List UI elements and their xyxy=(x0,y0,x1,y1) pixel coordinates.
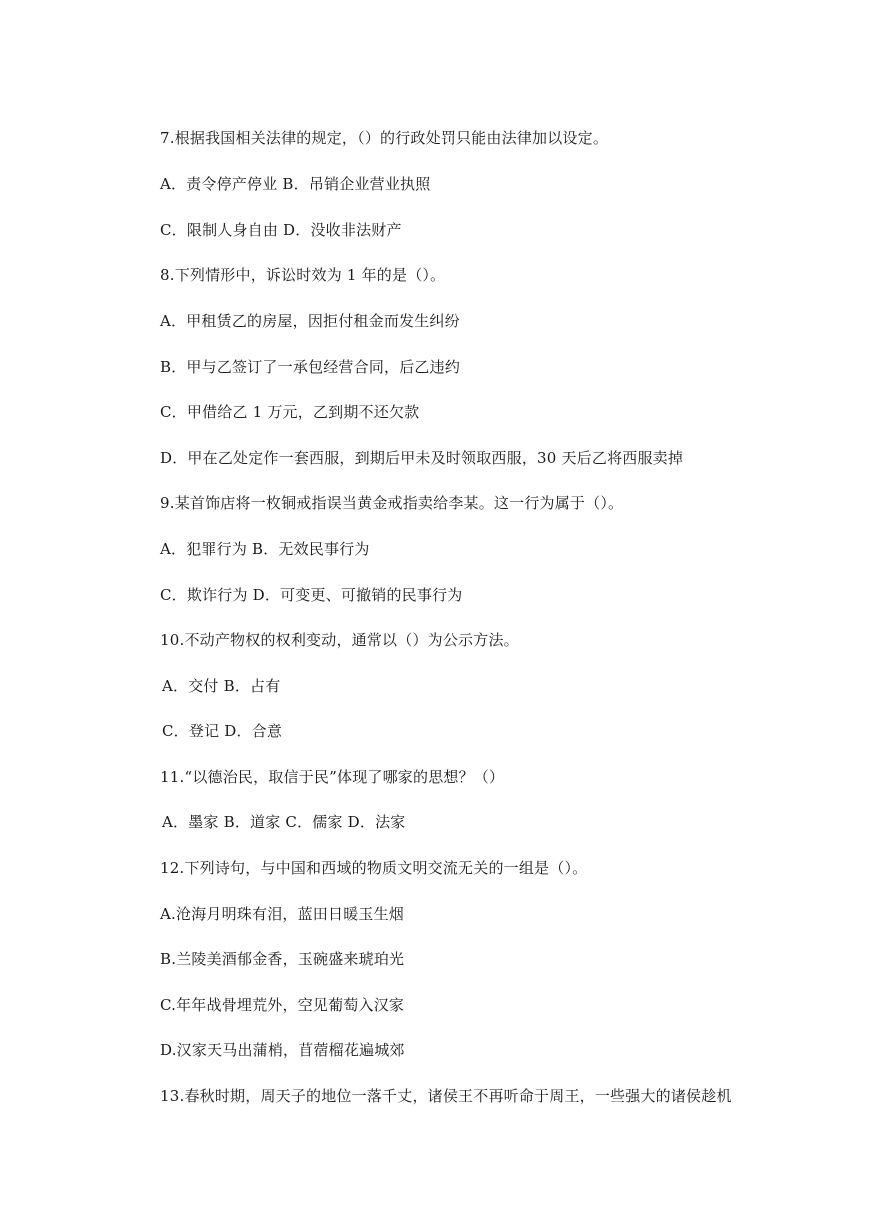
question-12-option-c: C.年年战骨埋荒外，空见葡萄入汉家 xyxy=(160,996,405,1014)
question-10-options-ab: A．交付 B．占有 xyxy=(162,677,281,695)
question-8-option-a: A．甲租赁乙的房屋，因拒付租金而发生纠纷 xyxy=(160,312,460,330)
question-13-stem: 13.春秋时期，周天子的地位一落千丈，诸侯王不再听命于周王，一些强大的诸侯趁机 xyxy=(160,1087,732,1105)
question-11-options: A．墨家 B．道家 C．儒家 D．法家 xyxy=(162,813,406,831)
question-8-stem: 8.下列情形中，诉讼时效为 1 年的是（）。 xyxy=(160,266,446,284)
question-7-stem: 7.根据我国相关法律的规定，（）的行政处罚只能由法律加以设定。 xyxy=(160,129,609,147)
question-9-options-ab: A．犯罪行为 B．无效民事行为 xyxy=(160,540,370,558)
question-11-stem: 11.“以德治民，取信于民”体现了哪家的思想？（） xyxy=(160,768,505,786)
question-10-options-cd: C．登记 D．合意 xyxy=(162,722,283,740)
question-12-option-b: B.兰陵美酒郁金香，玉碗盛来琥珀光 xyxy=(160,950,405,968)
question-12-option-d: D.汉家天马出蒲梢，苜蓿榴花遍城郊 xyxy=(160,1041,405,1059)
question-7-options-cd: C．限制人身自由 D．没收非法财产 xyxy=(160,221,402,239)
question-9-stem: 9.某首饰店将一枚铜戒指误当黄金戒指卖给李某。这一行为属于（）。 xyxy=(160,494,624,512)
question-9-options-cd: C．欺诈行为 D．可变更、可撤销的民事行为 xyxy=(160,586,463,604)
question-8-option-d: D．甲在乙处定作一套西服，到期后甲未及时领取西服，30 天后乙将西服卖掉 xyxy=(160,449,684,467)
question-8-option-c: C．甲借给乙 1 万元，乙到期不还欠款 xyxy=(160,403,420,421)
question-10-stem: 10.不动产物权的权利变动，通常以（）为公示方法。 xyxy=(160,631,519,649)
question-12-option-a: A.沧海月明珠有泪，蓝田日暖玉生烟 xyxy=(160,905,405,923)
question-8-option-b: B．甲与乙签订了一承包经营合同，后乙违约 xyxy=(160,358,461,376)
question-7-options-ab: A．责令停产停业 B．吊销企业营业执照 xyxy=(160,175,431,193)
question-12-stem: 12.下列诗句，与中国和西域的物质文明交流无关的一组是（）。 xyxy=(160,859,588,877)
